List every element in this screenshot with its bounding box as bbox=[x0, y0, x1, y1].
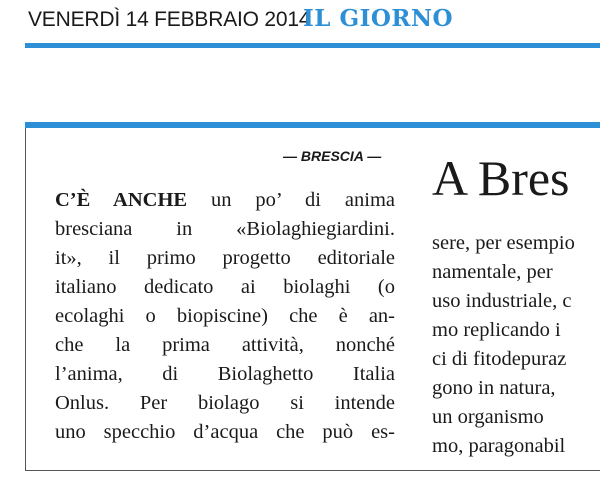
article-line: sere, per esempio bbox=[432, 232, 575, 254]
article-line: bresciana in «Biolaghiegiardini. bbox=[55, 218, 395, 240]
article-line: it», il primo progetto editoriale bbox=[55, 247, 395, 269]
article-column-right bbox=[432, 229, 600, 461]
article-top-rule bbox=[25, 122, 600, 128]
article-line: gono in natura, bbox=[432, 377, 556, 399]
header-rule bbox=[25, 43, 600, 48]
article-line: l’anima, di Biolaghetto Italia bbox=[55, 363, 395, 385]
article-line: ci di fitodepuraz bbox=[432, 348, 567, 370]
article-line: mo, paragonabil bbox=[432, 435, 566, 457]
article-line: mo replicando i bbox=[432, 319, 561, 341]
article-line bbox=[55, 186, 395, 215]
article-kicker: — BRESCIA — bbox=[283, 148, 382, 164]
article-line: che la prima attività, nonché bbox=[55, 334, 395, 356]
newspaper-logo: IL GIORNO bbox=[303, 5, 454, 32]
article-line: Onlus. Per biolago si intende bbox=[55, 392, 395, 414]
article-line: ecolaghi o biopiscine) che è an- bbox=[55, 305, 395, 327]
article-line: un organismo bbox=[432, 406, 544, 428]
article-lead-in: C’È ANCHE bbox=[55, 189, 188, 211]
article-headline: A Bres bbox=[432, 150, 570, 206]
article-line: uno specchio d’acqua che può es- bbox=[55, 421, 395, 443]
article-column-left bbox=[55, 186, 395, 447]
article-line: italiano dedicato ai biolaghi (o bbox=[55, 276, 395, 298]
article-line: uso industriale, c bbox=[432, 290, 572, 312]
article-line-text: un po’ di anima bbox=[187, 189, 395, 211]
header-date: VENERDÌ 14 FEBBRAIO 2014 bbox=[28, 8, 311, 31]
article-line: namentale, per bbox=[432, 261, 553, 283]
